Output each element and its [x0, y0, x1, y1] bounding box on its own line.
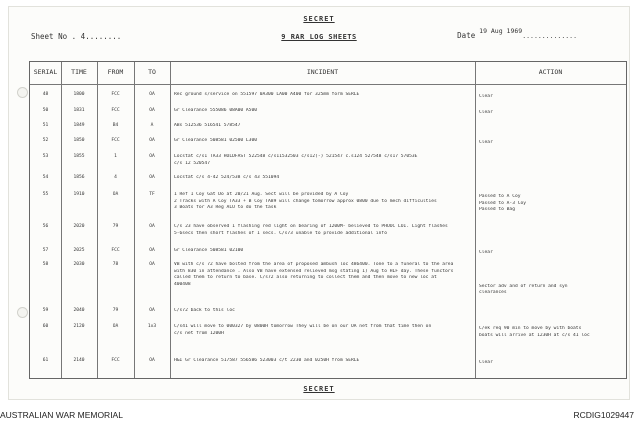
action-line: Clear [479, 94, 493, 99]
sheet-no-value: 4 [80, 32, 86, 41]
incident-line: 400408 [174, 281, 191, 287]
header-divider [30, 84, 626, 85]
cell-serial: 57 [42, 248, 49, 253]
column-divider [61, 62, 62, 378]
incident-line: C/s 23 have observed 1 flashing red light on bearing of 1200M- believed to PHUOC LOI. Light flashes [174, 224, 448, 229]
cell-time: 1855 [73, 154, 85, 159]
cell-to: OA [149, 92, 155, 97]
cell-serial: 51 [42, 123, 49, 128]
column-divider [134, 62, 135, 378]
action-line: Clear [479, 140, 493, 145]
action-line: Clear [479, 360, 493, 365]
cell-serial: 58 [42, 262, 49, 267]
incident-line: C/s41 will move to 000327 by 0800H tomorrow They will be on our OA net from that time then on [174, 324, 432, 329]
action-line: Passed to Bag [479, 207, 515, 212]
cell-time: 1849 [73, 123, 85, 128]
cell-from: 79 [112, 224, 119, 229]
col-header-action: ACTION [538, 68, 563, 76]
cell-time: 1831 [73, 108, 85, 113]
cell-time: 1800 [73, 92, 85, 97]
col-header-from: FROM [107, 68, 124, 76]
cell-from: OA [112, 192, 119, 197]
punch-hole [17, 87, 28, 98]
cell-serial: 53 [42, 154, 49, 159]
cell-from: FCC [111, 92, 120, 97]
action-line: Clear [479, 250, 493, 255]
cell-time: 2120 [73, 324, 85, 329]
sheet-no-dots: ........ [85, 32, 122, 41]
column-divider [170, 62, 171, 378]
incident-line: c/s net from 1200H [174, 330, 224, 336]
cell-to: OA [149, 175, 155, 180]
action-line: Sector adv and of return and syn [479, 283, 568, 289]
cell-to: OA [149, 154, 155, 159]
incident-line: H&I Gr Clearance 517587 556586 523003 c/t 2230 and 0250H from SERLE [174, 358, 360, 363]
action-line: Passed to A Coy [479, 194, 521, 199]
incident-line: Gr Clearance 508581 02500 L300 [174, 138, 257, 143]
incident-line: VB with c/s 72 have bolted from the area of proposed ambush loc 486400. Tone to a funeral to the area [174, 262, 454, 267]
cell-to: OA [149, 224, 155, 229]
cell-time: 1910 [73, 192, 85, 197]
incident-line: called them to return to base. C/s72 also returning to collect them and then move to new loc at [174, 275, 437, 280]
action-line: clearances [479, 290, 507, 295]
incident-line: 1 Ref 1 Coy Gat Do at 20/21 Aug. Sect will be provided by A Coy [174, 192, 349, 197]
incident-line: Locstat c/s1 TA33 HOLDFAST 522548 c/s11532503 c/s12(-) 521547 c.s124 527548 c/s17 57053E [174, 154, 418, 159]
cell-from: 78 [112, 262, 119, 267]
cell-to: OA [149, 358, 155, 363]
cell-serial: 54 [42, 175, 49, 180]
cell-serial: 61 [42, 358, 49, 363]
incident-line: Gr Clearance 555086 08A00 A500 [174, 108, 257, 113]
action-line: Clear [479, 110, 493, 115]
cell-from: FCC [111, 358, 120, 363]
cell-serial: 55 [42, 192, 49, 197]
sheet-no-label: Sheet No . [31, 32, 77, 41]
classification-top: SECRET [303, 15, 335, 23]
cell-from: 4 [114, 175, 117, 180]
incident-line: c/s 12 520547 [174, 160, 210, 166]
cell-from: FCC [111, 248, 120, 253]
cell-to: OA [149, 248, 155, 253]
col-header-to: TO [148, 68, 156, 76]
classification-bottom: SECRET [303, 385, 335, 393]
incident-line: 3 Boats for A3 Reg ALU to do the task [174, 205, 277, 210]
record-id: RCDIG1029447 [573, 410, 634, 420]
cell-from: FCC [111, 108, 120, 113]
cell-serial: 50 [42, 108, 49, 113]
date-field [457, 27, 577, 40]
cell-time: 2020 [73, 224, 85, 229]
cell-to: OA [149, 138, 155, 143]
col-header-serial: SERIAL [33, 68, 58, 76]
col-header-incident: INCIDENT [306, 68, 339, 76]
cell-serial: 59 [42, 308, 49, 313]
date-label: Date [457, 31, 476, 40]
cell-time: 2030 [73, 262, 85, 267]
column-divider [475, 62, 476, 378]
cell-from: OA [112, 324, 119, 329]
cell-serial: 60 [42, 324, 49, 329]
cell-time: 2040 [73, 308, 85, 313]
date-dots: .............. [522, 32, 577, 40]
archive-watermark: AUSTRALIAN WAR MEMORIAL [0, 410, 123, 420]
cell-to: A [150, 123, 154, 128]
cell-from: B4 [112, 123, 119, 128]
log-table [29, 61, 627, 379]
incident-line: 5-6secs then short flashes of 1 secs. C/s73 unable to provide additional info [174, 230, 387, 236]
cell-time: 2140 [73, 358, 85, 363]
cell-to: 1x3 [147, 324, 157, 329]
page-title: 9 RAR LOG SHEETS [281, 33, 357, 41]
action-line: Passed to A-3 Coy [479, 200, 527, 206]
action-line: boats will arrive at 1230H at c/s 41 loc [479, 332, 590, 338]
col-header-time: TIME [71, 68, 87, 76]
incident-line: ABs 512536 516541 578547 [174, 123, 241, 128]
cell-serial: 52 [42, 138, 49, 143]
log-sheet-page [8, 6, 630, 400]
cell-to: OA [149, 308, 155, 313]
cell-from: FCC [111, 138, 120, 143]
incident-line: with 830 in attendance . Also VB have extensed relieved msg stating 1) Aug to HLF day. These functors [174, 268, 454, 274]
incident-line: Locstat c/s 4-42 524/538 c/s 43 551094 [174, 175, 280, 180]
cell-from: 79 [112, 308, 119, 313]
incident-line: Gr Clearance 508581 02100 [174, 248, 244, 253]
cell-serial: 48 [42, 92, 49, 97]
cell-to: OA [149, 108, 155, 113]
cell-to: OA [149, 262, 155, 267]
cell-time: 1856 [73, 175, 85, 180]
cell-serial: 56 [42, 224, 49, 229]
date-value: 19 Aug 1969 [479, 27, 523, 35]
column-divider [97, 62, 98, 378]
incident-line: 2 Tracks with A Coy TA33 + B Coy TA89 will change tomorrow approx 0800 due to mech difficulties [174, 198, 437, 204]
incident-line: Rec ground s/service on 551597 0A300 LA00 A400 for 325mm form SERLE [174, 92, 360, 97]
cell-time: 2025 [73, 248, 85, 253]
cell-to: TF [149, 192, 155, 197]
action-line: C/ek req 90 min to move by with boats [479, 326, 582, 331]
incident-line: C/s72 back to this loc [174, 308, 235, 313]
cell-from: 1 [114, 154, 117, 159]
cell-time: 1850 [73, 138, 85, 143]
punch-hole [17, 307, 28, 318]
